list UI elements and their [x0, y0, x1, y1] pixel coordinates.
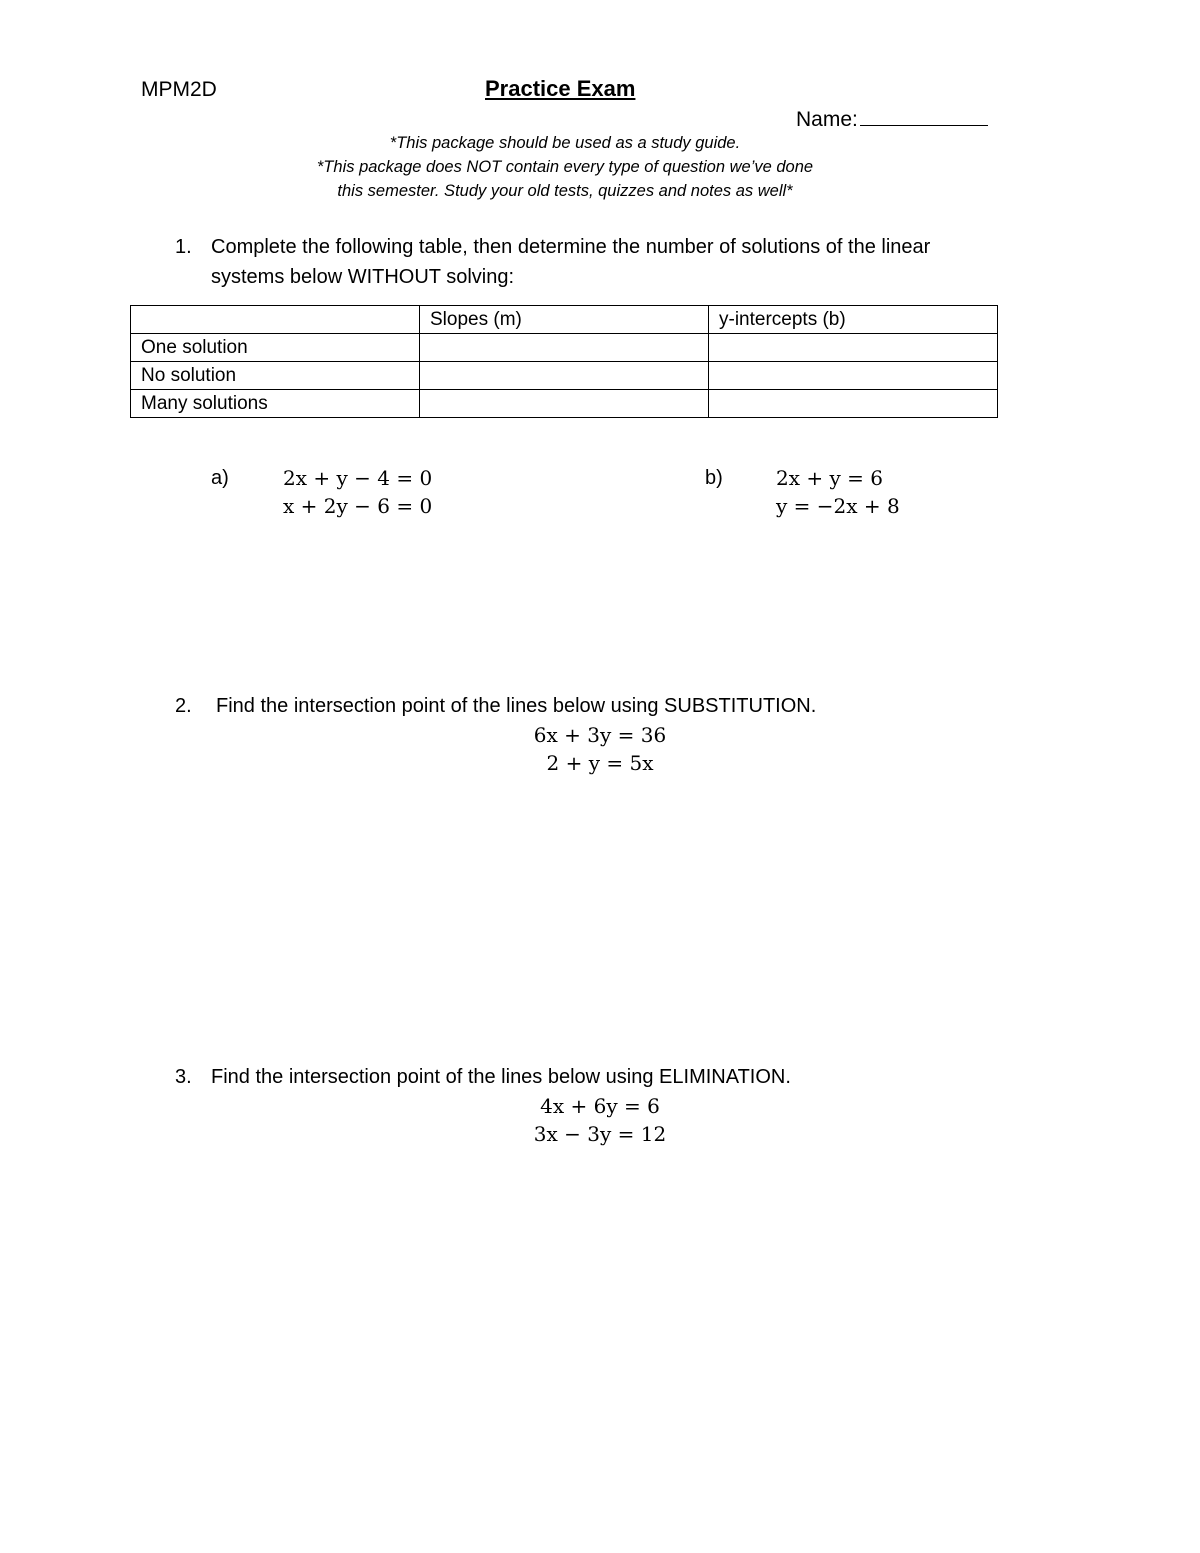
part-a-eq1: 2x + y − 4 = 0 [283, 466, 433, 490]
page-title: Practice Exam [485, 76, 636, 101]
study-note-1: *This package should be used as a study guide. [389, 134, 741, 152]
cell-intercepts-none [709, 362, 998, 390]
row-label-no-solution: No solution [131, 362, 420, 390]
part-b-eq2: y = −2x + 8 [776, 494, 900, 518]
q3-eq2: 3x − 3y = 12 [533, 1122, 667, 1146]
q2-eq1: 6x + 3y = 36 [533, 723, 667, 747]
cell-slopes-none [420, 362, 709, 390]
cell-slopes-one [420, 334, 709, 362]
table-row [131, 362, 998, 390]
course-code: MPM2D [141, 78, 217, 101]
q1-number: 1. [175, 236, 192, 258]
q3-text: Find the intersection point of the lines below using ELIMINATION. [211, 1066, 791, 1088]
q1-text-line1: Complete the following table, then determine the number of solutions of the linear [211, 236, 931, 258]
part-b-eq1: 2x + y = 6 [776, 466, 883, 490]
table-row [131, 334, 998, 362]
study-note-3: this semester. Study your old tests, quizzes and notes as well* [337, 182, 793, 200]
table-row [131, 390, 998, 418]
q1-text-line2: systems below WITHOUT solving: [211, 266, 515, 288]
table-header-row [131, 306, 998, 334]
table-header-slopes: Slopes (m) [420, 306, 709, 334]
study-note-2: *This package does NOT contain every type of question we’ve done [316, 158, 814, 176]
table-header-intercepts: y-intercepts (b) [709, 306, 998, 334]
table-header-blank [131, 306, 420, 334]
q3-eq1: 4x + 6y = 6 [540, 1094, 660, 1118]
name-blank-line [860, 107, 988, 126]
q2-eq2: 2 + y = 5x [546, 751, 654, 775]
q2-text: Find the intersection point of the lines below using SUBSTITUTION. [216, 695, 817, 717]
q2-number: 2. [175, 695, 192, 717]
row-label-one-solution: One solution [131, 334, 420, 362]
cell-slopes-many [420, 390, 709, 418]
part-a-eq2: x + 2y − 6 = 0 [283, 494, 433, 518]
row-label-many-solutions: Many solutions [131, 390, 420, 418]
q3-number: 3. [175, 1066, 192, 1088]
solutions-table [130, 305, 998, 418]
cell-intercepts-one [709, 334, 998, 362]
part-b-label: b) [705, 467, 723, 489]
part-a-label: a) [211, 467, 229, 489]
name-label: Name: [796, 108, 858, 131]
name-field [796, 107, 988, 132]
cell-intercepts-many [709, 390, 998, 418]
